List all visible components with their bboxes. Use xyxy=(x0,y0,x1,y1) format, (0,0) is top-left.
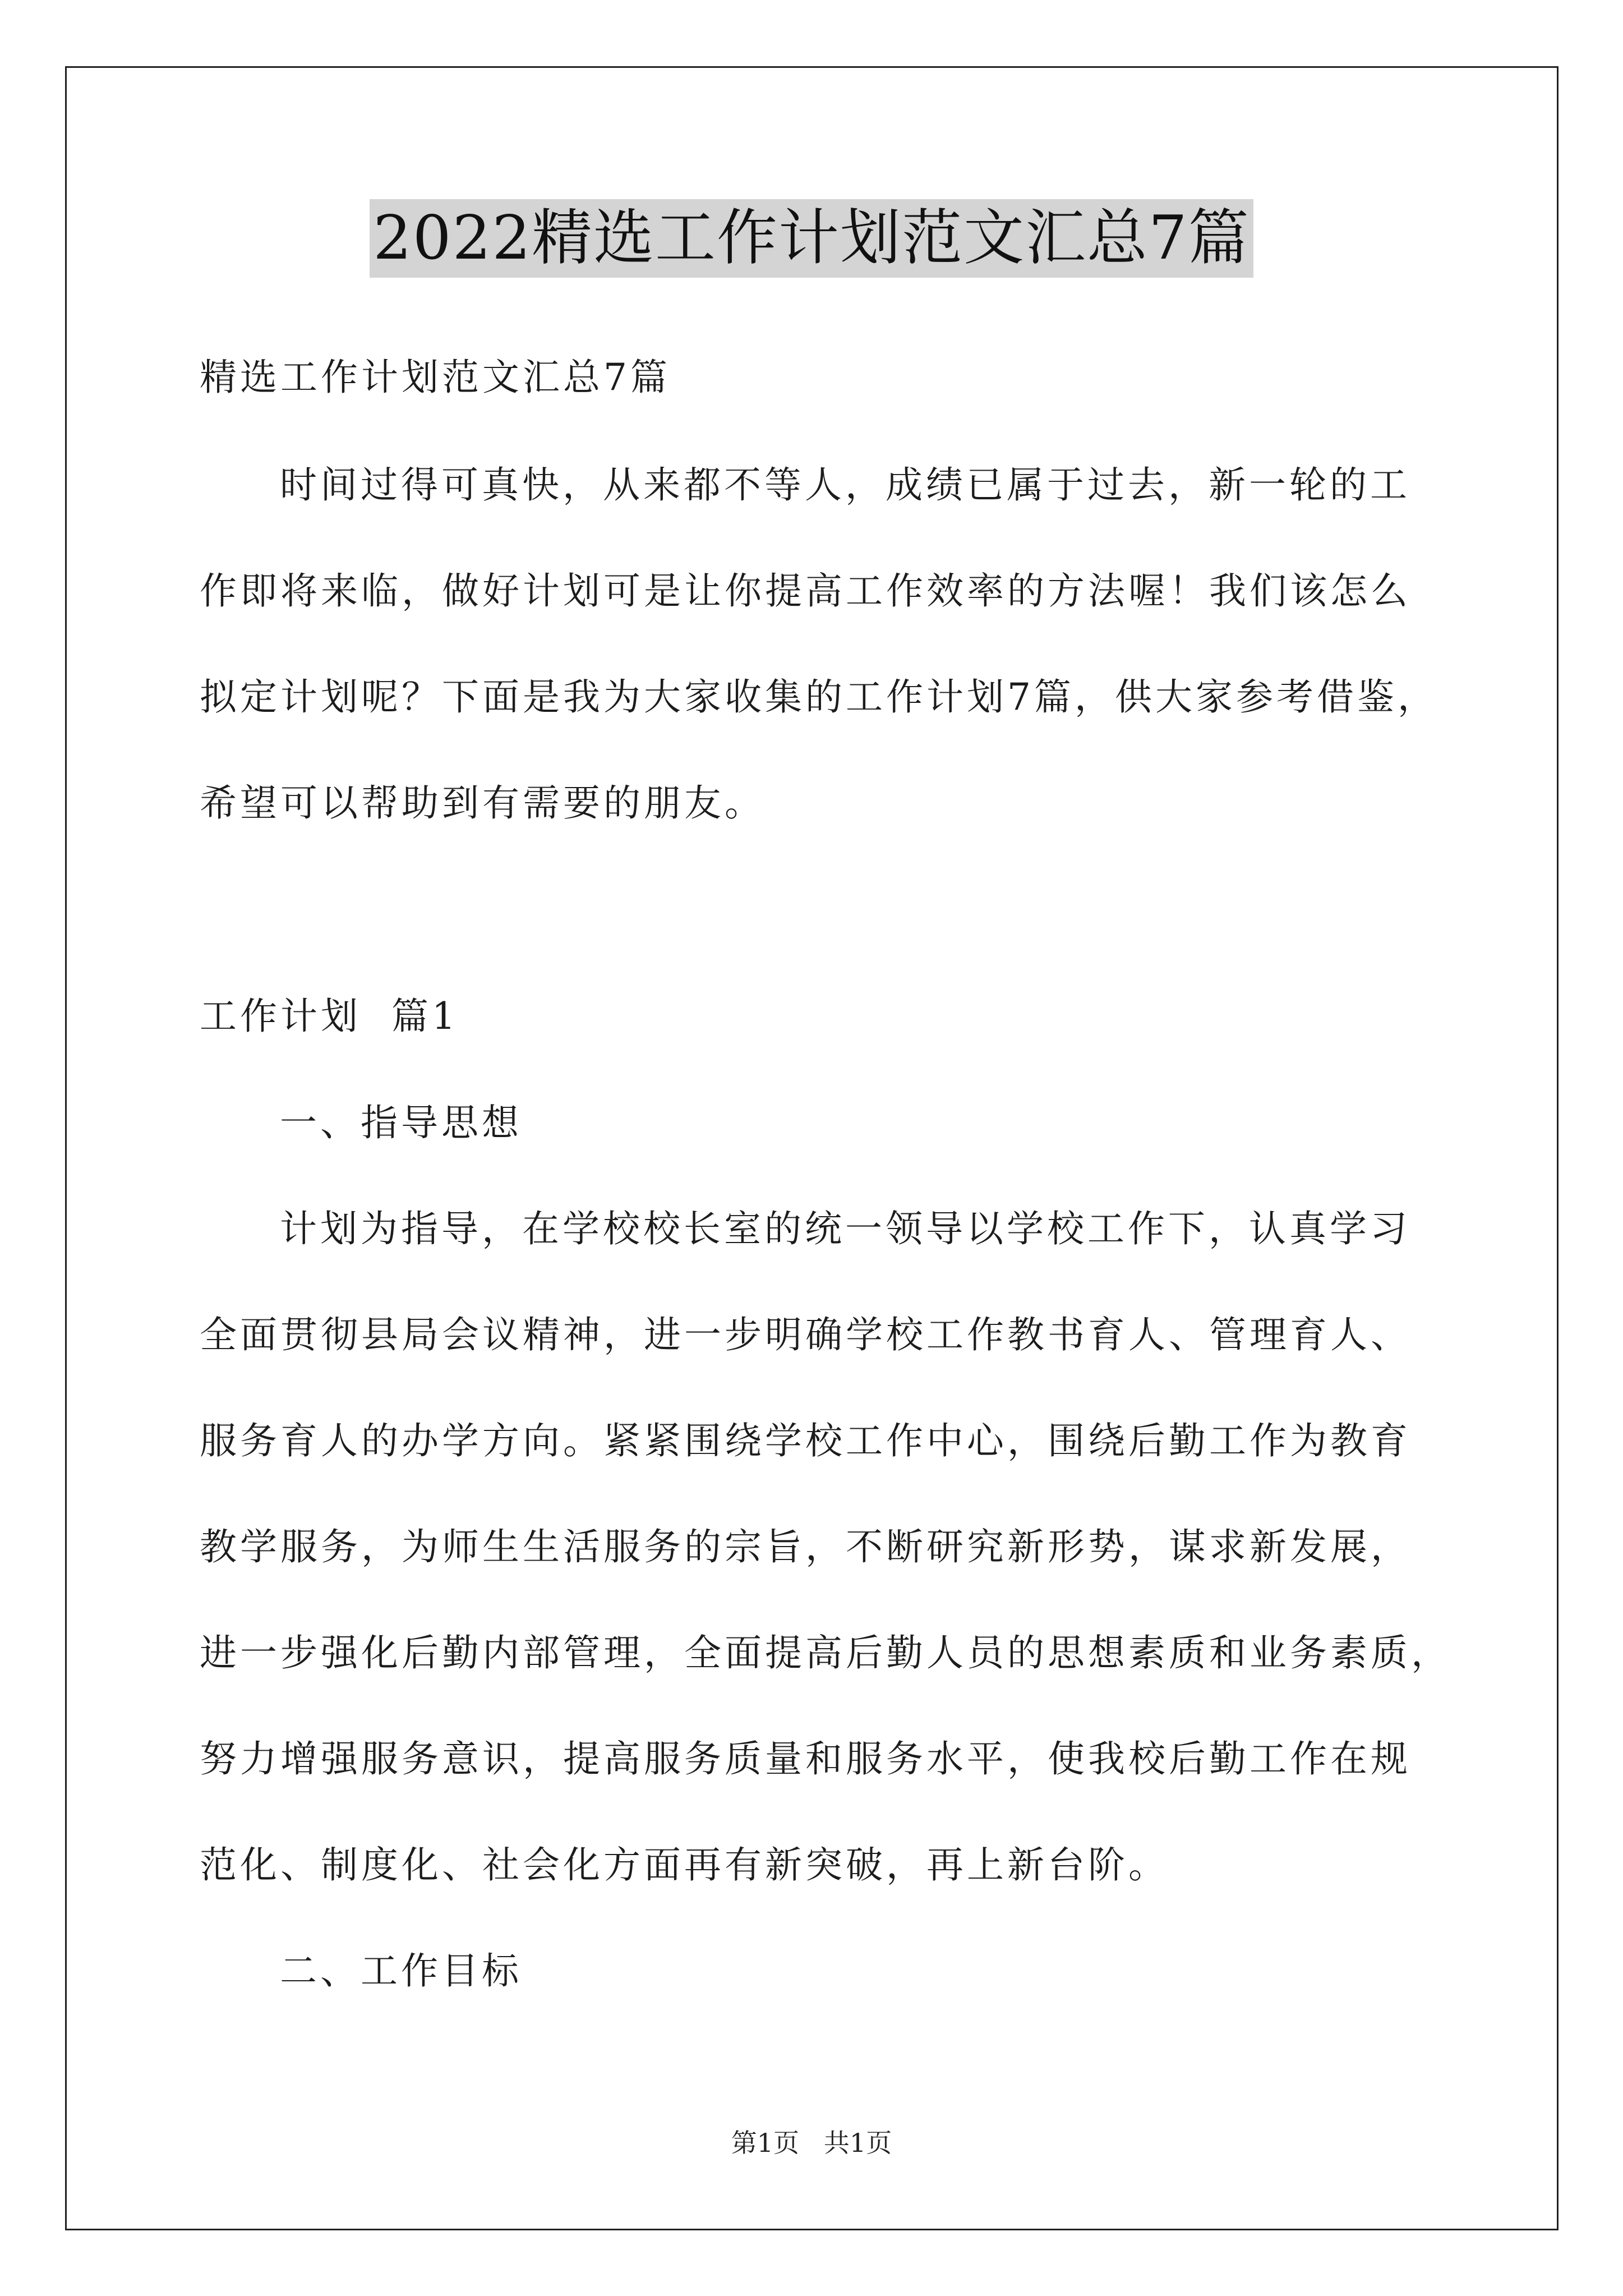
body-line: 全面贯彻县局会议精神，进一步明确学校工作教书育人、管理育人、 xyxy=(200,1313,1411,1356)
body-line: 努力增强服务意识，提高服务质量和服务水平，使我校后勤工作在规 xyxy=(200,1737,1411,1780)
body-line: 教学服务，为师生生活服务的宗旨，不断研究新形势，谋求新发展， xyxy=(200,1525,1411,1568)
title-container xyxy=(0,199,1623,278)
heading-work-goals: 二、工作目标 xyxy=(280,1949,522,1993)
page-number: 第1页 共1页 xyxy=(731,2128,892,2158)
body-line: 范化、制度化、社会化方面再有新突破，再上新台阶。 xyxy=(200,1843,1169,1887)
heading-guiding-ideology: 一、指导思想 xyxy=(280,1101,522,1144)
section-heading: 工作计划 篇1 xyxy=(200,995,459,1038)
body-line: 进一步强化后勤内部管理，全面提高后勤人员的思想素质和业务素质， xyxy=(200,1631,1451,1674)
document-title: 2022精选工作计划范文汇总7篇 xyxy=(370,199,1253,278)
intro-line: 希望可以帮助到有需要的朋友。 xyxy=(200,781,765,825)
body-line: 服务育人的办学方向。紧紧围绕学校工作中心，围绕后勤工作为教育 xyxy=(200,1419,1411,1462)
document-subtitle: 精选工作计划范文汇总7篇 xyxy=(200,356,671,399)
intro-line: 时间过得可真快，从来都不等人，成绩已属于过去，新一轮的工 xyxy=(280,463,1410,507)
intro-line: 拟定计划呢？下面是我为大家收集的工作计划7篇，供大家参考借鉴， xyxy=(200,675,1438,719)
intro-line: 作即将来临，做好计划可是让你提高工作效率的方法喔！我们该怎么 xyxy=(200,569,1411,613)
body-line: 计划为指导，在学校校长室的统一领导以学校工作下，认真学习 xyxy=(280,1207,1410,1250)
